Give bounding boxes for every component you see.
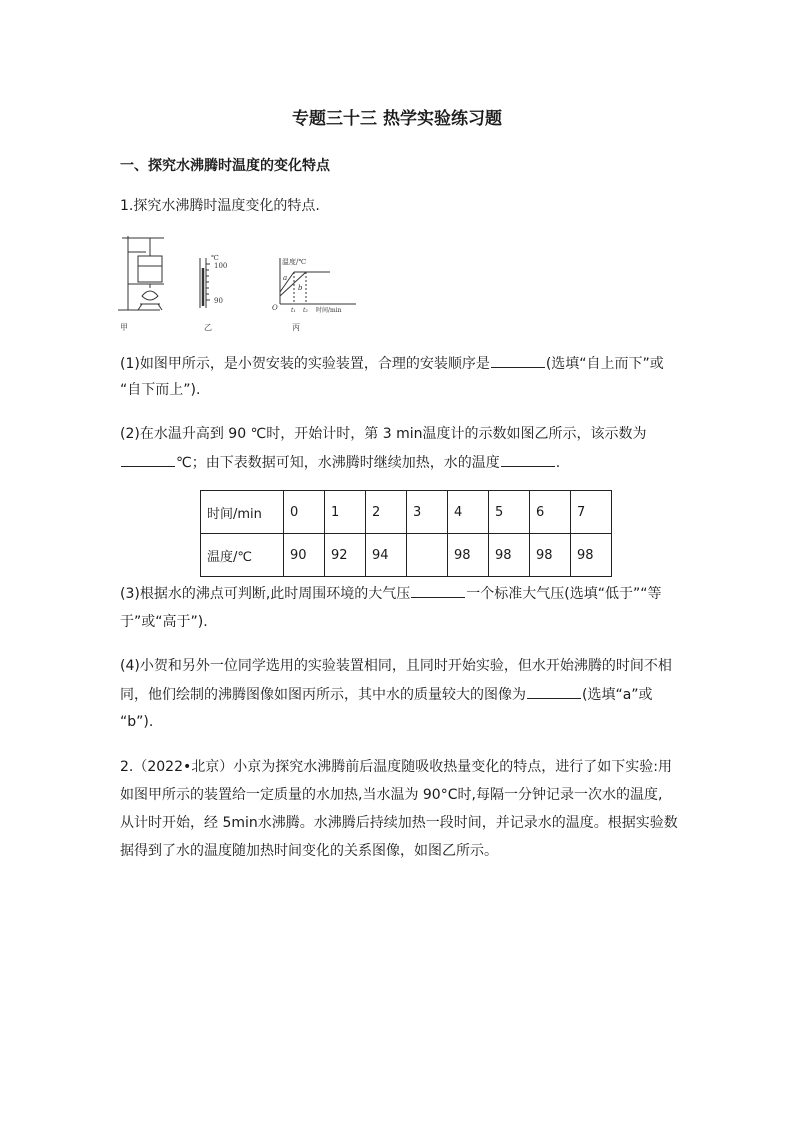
answer-blank-2[interactable] bbox=[121, 452, 175, 467]
part-1-text-a: (1)如图甲所示，是小贺安装的实验装置，合理的安装顺序是 bbox=[120, 356, 490, 372]
table-cell: 90 bbox=[284, 534, 325, 577]
part-2-text-b: . bbox=[555, 455, 561, 471]
table-header-temperature: 温度/℃ bbox=[201, 534, 284, 577]
thermometer-tick-100: 100 bbox=[214, 262, 228, 270]
graph-curve-a: a bbox=[283, 274, 288, 282]
question-1-part-3-line-2: 于”或“高于”). bbox=[120, 614, 208, 630]
table-cell-empty[interactable] bbox=[407, 534, 448, 577]
question-1-part-3-line-1 bbox=[120, 583, 662, 604]
question-1-part-1-line-1 bbox=[120, 353, 664, 374]
table-cell: 94 bbox=[366, 534, 407, 577]
question-1-part-2-line-1: (2)在水温升高到 90 ℃时，开始计时，第 3 min温度计的示数如图乙所示，该示数为 bbox=[120, 426, 647, 442]
table-cell: 98 bbox=[530, 534, 571, 577]
section-heading: 一、探究水沸腾时温度的变化特点 bbox=[120, 158, 330, 174]
table-row-temperature bbox=[201, 534, 612, 577]
question-1-figures bbox=[116, 228, 366, 338]
apparatus-figure bbox=[118, 236, 164, 310]
question-2-line-4: 据得到了水的温度随加热时间变化的关系图像，如图乙所示。 bbox=[120, 843, 498, 859]
graph-curve-b: b bbox=[298, 284, 303, 292]
question-1-intro: 1.探究水沸腾时温度变化的特点. bbox=[120, 198, 320, 214]
table-row-time bbox=[201, 491, 612, 534]
table-cell: 4 bbox=[448, 491, 489, 534]
part-1-text-b: (选填“自上而下”或 bbox=[545, 356, 664, 372]
graph-ylabel: 温度/℃ bbox=[282, 258, 307, 266]
question-1-part-1-line-2: “自下而上”). bbox=[120, 382, 201, 398]
table-cell: 1 bbox=[325, 491, 366, 534]
table-cell: 98 bbox=[571, 534, 612, 577]
part-4-text-a: 同，他们绘制的沸腾图像如图丙所示，其中水的质量较大的图像为 bbox=[120, 687, 526, 703]
graph-xlabel: 时间/min bbox=[316, 307, 342, 314]
table-cell: 7 bbox=[571, 491, 612, 534]
thermometer-figure bbox=[200, 258, 210, 308]
part-3-text-b: 一个标准大气压(选填“低于”“等 bbox=[466, 586, 662, 602]
table-cell: 92 bbox=[325, 534, 366, 577]
question-1-part-4-line-3: “b”). bbox=[120, 714, 154, 730]
table-cell: 2 bbox=[366, 491, 407, 534]
question-2-line-1: 2.（2022•北京）小京为探究水沸腾前后温度随吸收热量变化的特点，进行了如下实验:用 bbox=[120, 759, 672, 775]
table-header-time: 时间/min bbox=[201, 491, 284, 534]
graph-t2: t₂ bbox=[303, 307, 308, 314]
question-1-part-2-line-2 bbox=[120, 452, 560, 473]
part-2-text-a: ℃；由下表数据可知，水沸腾时继续加热，水的温度 bbox=[176, 455, 500, 471]
answer-blank-1[interactable] bbox=[491, 353, 545, 368]
thermometer-unit: ℃ bbox=[211, 254, 219, 262]
question-2-line-2: 如图甲所示的装置给一定质量的水加热,当水温为 90°C时,每隔一分钟记录一次水的温度, bbox=[120, 787, 663, 803]
table-cell: 3 bbox=[407, 491, 448, 534]
figures-illustration bbox=[116, 228, 366, 338]
table-cell: 98 bbox=[489, 534, 530, 577]
temperature-time-table bbox=[200, 490, 612, 577]
question-2-line-3: 从计时开始，经 5min水沸腾。水沸腾后持续加热一段时间，并记录水的温度。根据实验数 bbox=[120, 815, 678, 831]
thermometer-tick-90: 90 bbox=[214, 297, 223, 305]
graph-origin: O bbox=[272, 304, 278, 312]
figure-label-yi: 乙 bbox=[204, 323, 212, 332]
table-cell: 0 bbox=[284, 491, 325, 534]
answer-blank-4[interactable] bbox=[411, 583, 465, 598]
part-3-text-a: (3)根据水的沸点可判断,此时周围环境的大气压 bbox=[120, 586, 411, 602]
graph-t1: t₁ bbox=[291, 307, 296, 314]
table-cell: 6 bbox=[530, 491, 571, 534]
figure-label-bing: 丙 bbox=[292, 323, 300, 332]
figure-label-jia: 甲 bbox=[120, 323, 128, 332]
page-title: 专题三十三 热学实验练习题 bbox=[292, 109, 502, 129]
answer-blank-5[interactable] bbox=[527, 684, 581, 699]
answer-blank-3[interactable] bbox=[501, 452, 555, 467]
table-cell: 98 bbox=[448, 534, 489, 577]
part-4-text-b: (选填“a”或 bbox=[582, 687, 653, 703]
table-cell: 5 bbox=[489, 491, 530, 534]
question-1-part-4-line-1: (4)小贺和另外一位同学选用的实验装置相同，且同时开始实验，但水开始沸腾的时间不相 bbox=[120, 658, 672, 674]
question-1-part-4-line-2 bbox=[120, 684, 653, 705]
